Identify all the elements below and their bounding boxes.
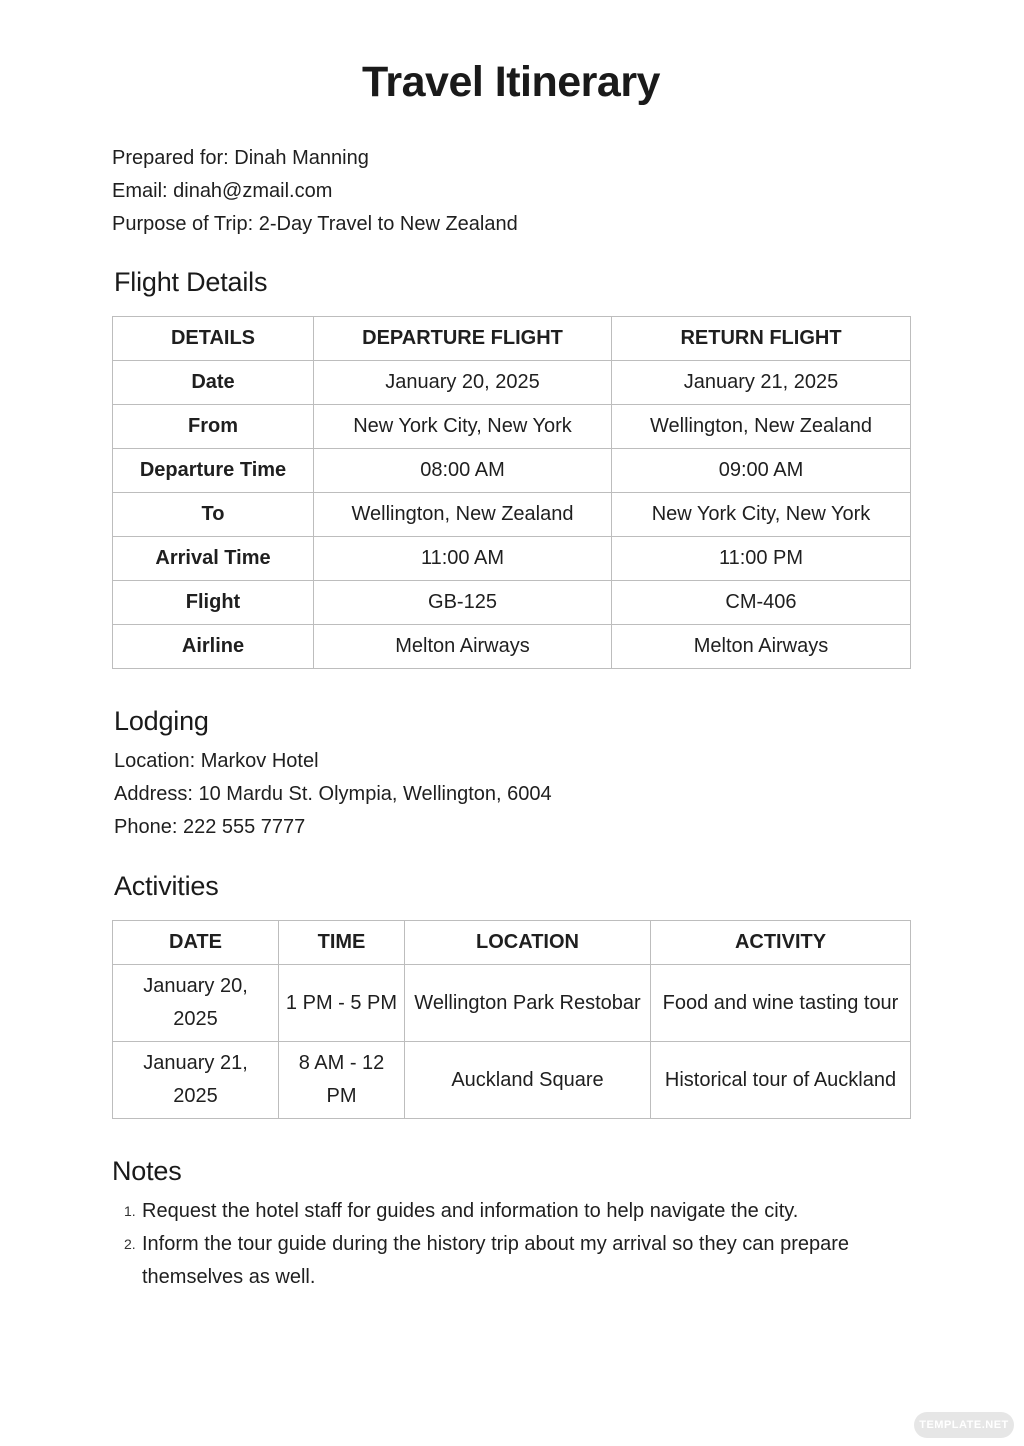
column-header: DATE [113,921,279,965]
prepared-for: Prepared for: Dinah Manning [112,147,369,169]
lodging-heading: Lodging [114,706,209,736]
activity-location: Wellington Park Restobar [405,965,651,1042]
table-header-row [113,317,911,361]
trip-purpose: Purpose of Trip: 2-Day Travel to New Zealand [112,213,518,235]
flight-details-table [112,316,911,669]
departure-cell: New York City, New York [314,405,612,449]
activity-date: January 21, 2025 [113,1042,279,1119]
activities-table [112,920,911,1119]
template-watermark: TEMPLATE.NET [914,1412,1014,1438]
row-label: Arrival Time [113,537,314,581]
departure-cell: Wellington, New Zealand [314,493,612,537]
column-header: RETURN FLIGHT [612,317,911,361]
lodging-location: Location: Markov Hotel [114,750,319,772]
row-label: Airline [113,625,314,669]
return-cell: Melton Airways [612,625,911,669]
departure-cell: Melton Airways [314,625,612,669]
row-label: From [113,405,314,449]
column-header: DETAILS [113,317,314,361]
list-item-text: Request the hotel staff for guides and information to help navigate the city. [142,1200,799,1222]
list-item-number: 1. [124,1203,136,1219]
row-label: To [113,493,314,537]
return-cell: January 21, 2025 [612,361,911,405]
email: Email: dinah@zmail.com [112,180,333,202]
table-header-row [113,921,911,965]
activity-location: Auckland Square [405,1042,651,1119]
list-item-number: 2. [124,1236,136,1252]
table-row [113,449,911,493]
flight-details-heading: Flight Details [114,267,268,297]
row-label: Departure Time [113,449,314,493]
lodging-phone: Phone: 222 555 7777 [114,816,306,838]
list-item-text: Inform the tour guide during the history trip about my arrival so they can prepare themselves as well. [142,1233,850,1288]
column-header: TIME [279,921,405,965]
activity-description: Food and wine tasting tour [651,965,911,1042]
departure-cell: January 20, 2025 [314,361,612,405]
activity-description: Historical tour of Auckland [651,1042,911,1119]
return-cell: Wellington, New Zealand [612,405,911,449]
activities-heading: Activities [114,871,219,901]
traveler-info [112,142,518,241]
row-label: Date [113,361,314,405]
document-title: Travel Itinerary [362,58,660,106]
departure-cell: 08:00 AM [314,449,612,493]
table-row [113,405,911,449]
table-row [113,493,911,537]
activity-time: 8 AM - 12 PM [279,1042,405,1119]
column-header: ACTIVITY [651,921,911,965]
activity-date: January 20, 2025 [113,965,279,1042]
return-cell: 11:00 PM [612,537,911,581]
table-row [113,625,911,669]
notes-heading: Notes [112,1156,182,1186]
return-cell: CM-406 [612,581,911,625]
column-header: LOCATION [405,921,651,965]
table-row [113,361,911,405]
lodging-info [114,745,552,844]
table-row [113,1042,911,1119]
row-label: Flight [113,581,314,625]
return-cell: New York City, New York [612,493,911,537]
table-row [113,581,911,625]
notes-list [112,1195,902,1294]
table-row [113,965,911,1042]
activity-time: 1 PM - 5 PM [279,965,405,1042]
table-row [113,537,911,581]
list-item [112,1195,902,1228]
list-item [112,1228,902,1294]
return-cell: 09:00 AM [612,449,911,493]
column-header: DEPARTURE FLIGHT [314,317,612,361]
departure-cell: GB-125 [314,581,612,625]
departure-cell: 11:00 AM [314,537,612,581]
lodging-address: Address: 10 Mardu St. Olympia, Wellington, 6004 [114,783,552,805]
